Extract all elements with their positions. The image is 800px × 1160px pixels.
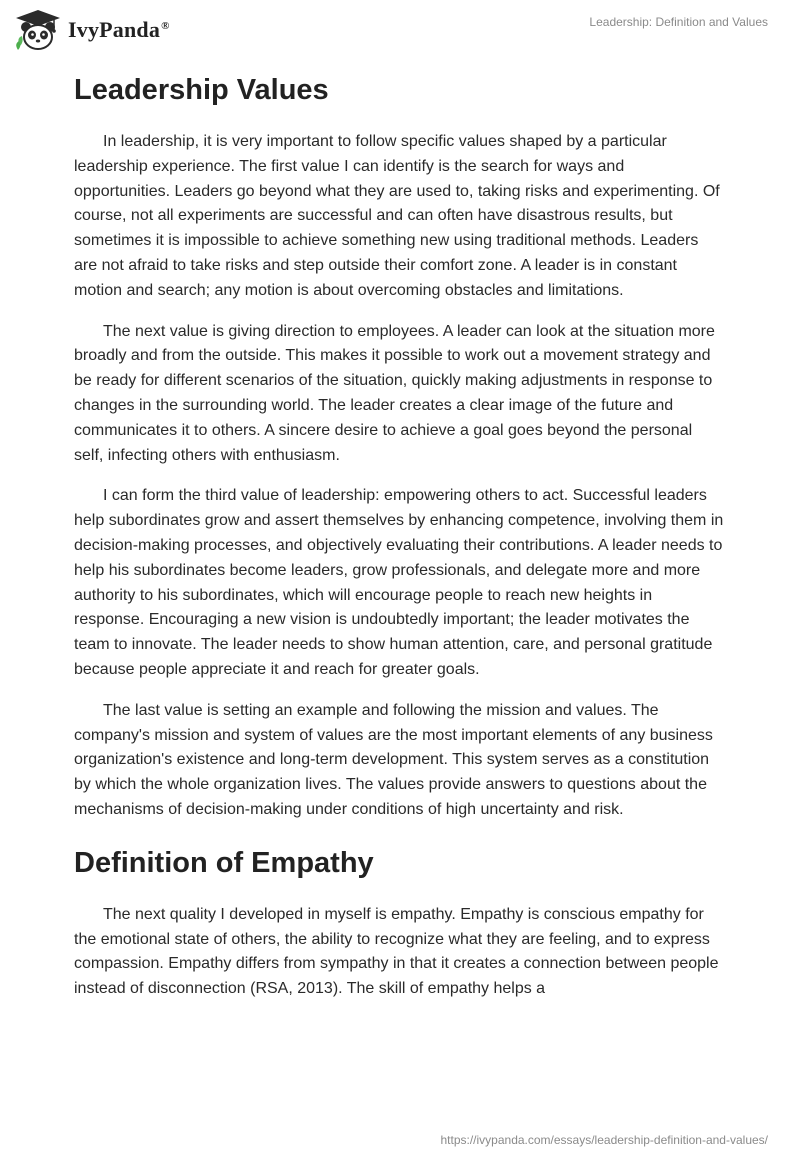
- footer-url[interactable]: https://ivypanda.com/essays/leadership-definition-and-values/: [440, 1133, 768, 1147]
- logo-wordmark: [68, 17, 170, 43]
- essay-content: [74, 70, 724, 1018]
- registered-mark: ®: [161, 19, 170, 32]
- paragraph: I can form the third value of leadership: empowering others to act. Successful leaders help subordinates grow and assert themselves by enhancing competence, involving them in decision-making processes, and objectively evaluating their contributions. A leader needs to help his subordinates become leaders, grow professionals, and delegate more and more authority to his subordinates, which will encourage people to reach new heights in response. Encouraging a new vision is undoubtedly important; the leader motivates the team to innovate. The leader needs to show human attention, care, and personal gratitude because people appreciate it and reach for greater goals.: [74, 487, 724, 678]
- paragraph: The last value is setting an example and following the mission and values. The company's mission and system of values are the most important elements of any business organization's existence and long-term development. This system serves as a constitution by which the whole organization lives. The values provide answers to questions about the mechanisms of decision-making under conditions of high uncertainty and risk.: [74, 701, 713, 818]
- ivypanda-logo[interactable]: [14, 8, 170, 52]
- paragraph: In leadership, it is very important to follow specific values shaped by a particular leadership experience. The first value I can identify is the search for ways and opportunities. Leaders go beyond what they are used to, taking risks and experimenting. Of course, not all experiments are successful and can often have disastrous results, but sometimes it is impossible to achieve something new using traditional methods. Leaders are not afraid to take risks and step outside their comfort zone. A leader is in constant motion and search; any motion is about overcoming obstacles and limitations.: [74, 133, 720, 299]
- paragraph: The next quality I developed in myself is empathy. Empathy is conscious empathy for the emotional state of others, the ability to recognize what they are feeling, and to express compassion. Empathy differs from sympathy in that it creates a connection between people instead of disconnection (RSA, 2013). The skill of empathy helps a: [74, 905, 719, 998]
- running-title: Leadership: Definition and Values: [589, 15, 768, 29]
- page-header: [0, 0, 800, 60]
- paragraph: The next value is giving direction to employees. A leader can look at the situation more broadly and from the outside. This makes it possible to work out a movement strategy and be ready for different scenarios of the situation, quickly making adjustments in response to changes in the surrounding world. The leader creates a clear image of the future and communicates it to others. A sincere desire to achieve a goal goes beyond the personal self, infecting others with enthusiasm.: [74, 322, 715, 464]
- panda-graduate-icon: [14, 8, 62, 52]
- section-heading-leadership-values: Leadership Values: [74, 74, 329, 106]
- logo-text: IvyPanda: [68, 17, 161, 42]
- section-heading-definition-of-empathy: Definition of Empathy: [74, 846, 374, 879]
